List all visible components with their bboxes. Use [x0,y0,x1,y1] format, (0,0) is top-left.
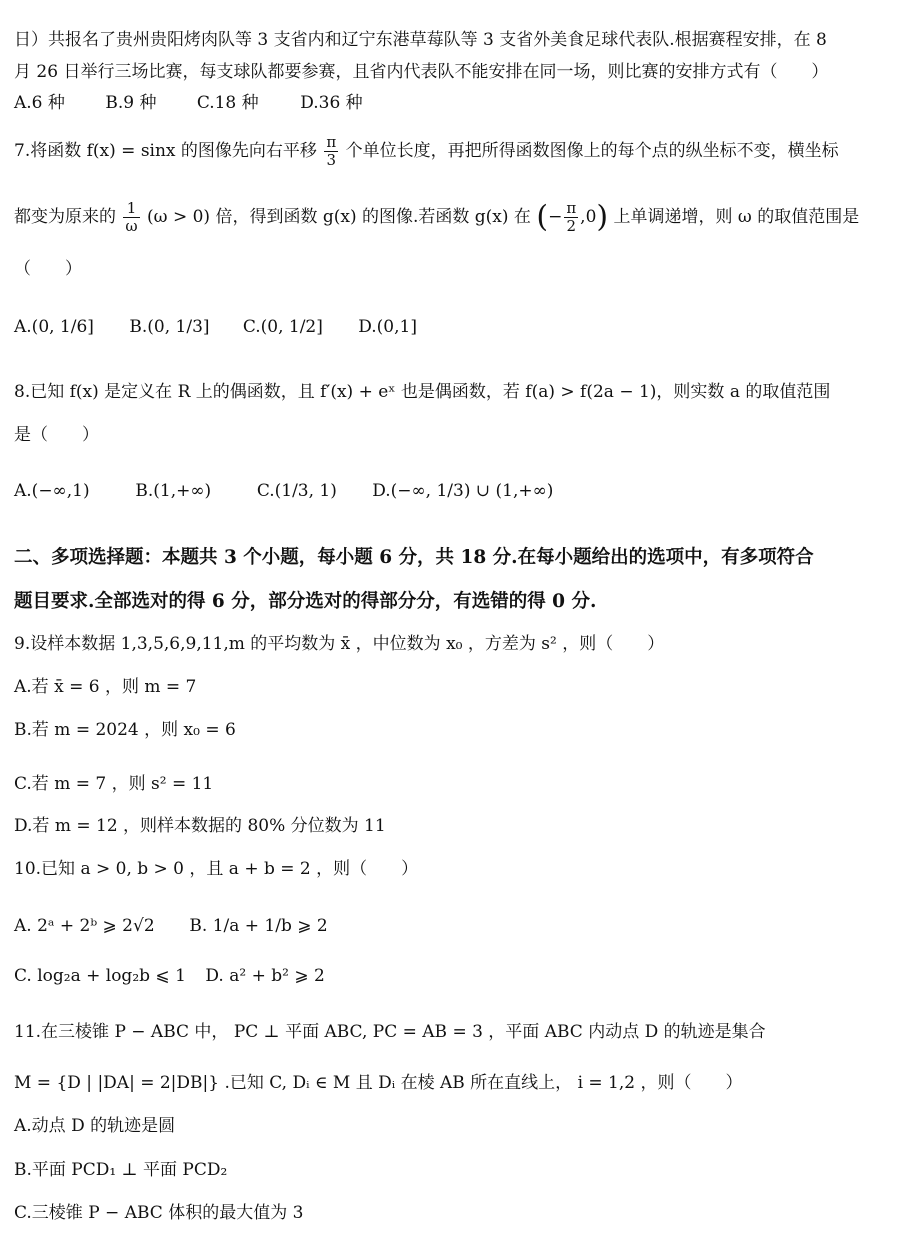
q11-line-1: 11.在三棱锥 P − ABC 中， PC ⊥ 平面 ABC, PC = AB = 3 ，平面 ABC 内动点 D 的轨迹是集合 [14,1022,766,1042]
q7-interval-fraction [564,200,578,235]
q7-line-1 [14,134,886,169]
q7-text-a: 7.将函数 f(x) = sinx 的图像先向右平移 [14,141,317,161]
q7-option-a: A.(0, 1/6] [14,317,94,337]
q7-interval-den: 2 [566,217,577,235]
q7-shift-den: 3 [326,151,337,169]
q7-option-b: B.(0, 1/3] [129,317,210,337]
q7-line-2: 都变为原来的 $\frac{1}{\omega}$ (ω > 0) 倍，得到函数 g(x) 的图像.若函数 g(x) 在 (− $\frac{\pi}{2}$ ,0) 上单调递增，则 ω 的取值范围是 [14,199,860,235]
q8-option-c: C.(1/3, 1) [256,481,337,501]
q9-option-c: C.若 m = 7 ，则 s² = 11 [14,774,214,794]
section2-heading-line-1: 二、多项选择题：本题共 3 个小题，每小题 6 分，共 18 分.在每小题给出的选项中，有多项符合 [14,547,814,568]
q6-option-d: D.36 种 [300,93,363,113]
q10-option-a: A. 2ᵃ + 2ᵇ ⩾ 2√2 [14,916,155,936]
q6-options [14,91,886,115]
q10-option-d: D. a² + b² ⩾ 2 [205,966,325,986]
q10-options-row-1 [14,914,886,938]
q11-option-b: B.平面 PCD₁ ⊥ 平面 PCD₂ [14,1160,228,1180]
q11-line-2: M = {D | |DA| = 2|DB|} .已知 C, Dᵢ ∈ M 且 Dᵢ 在棱 AB 所在直线上， i = 1,2 ，则（ ） [14,1073,743,1093]
q7-scale-den: ω [125,217,138,235]
q6-option-b: B.9 种 [105,93,157,113]
q10-option-b: B. 1/a + 1/b ⩾ 2 [189,916,328,936]
q7-options [14,315,886,339]
q8-options [14,479,886,503]
q7-text-c: 都变为原来的 [14,207,116,227]
q10-stem: 10.已知 a > 0, b > 0 ，且 a + b = 2 ，则（ ） [14,859,419,879]
q7-scale-num: 1 [123,200,139,218]
q7-open-paren: ( [536,199,549,235]
q7-text-d: (ω > 0) 倍，得到函数 g(x) 的图像.若函数 g(x) 在 [147,207,531,227]
q7-option-d: D.(0,1] [358,317,417,337]
q11-option-a: A.动点 D 的轨迹是圆 [14,1116,176,1136]
q6-option-a: A.6 种 [14,93,65,113]
q6-line-1: 日）共报名了贵州贵阳烤肉队等 3 支省内和辽宁东港草莓队等 3 支省外美食足球代表队.根据赛程安排，在 8 [14,30,827,50]
q7-interval-num: π [566,199,577,217]
q7-answer-paren: （ ） [14,259,82,279]
q7-scale-fraction [123,200,139,235]
q8-option-d: D.(−∞, 1/3) ∪ (1,+∞) [372,481,554,501]
q10-option-c: C. log₂a + log₂b ⩽ 1 [14,966,186,986]
q7-shift-fraction [324,134,338,169]
q7-text-e: 上单调递增，则 ω 的取值范围是 [613,207,860,227]
section2-heading-line-2: 题目要求.全部选对的得 6 分，部分选对的得部分分，有选错的得 0 分. [14,591,597,612]
q10-options-row-2 [14,964,886,988]
q8-option-b: B.(1,+∞) [135,481,212,501]
q7-shift-num: π [326,133,337,151]
q9-stem: 9.设样本数据 1,3,5,6,9,11,m 的平均数为 x̄ ，中位数为 x₀ ，方差为 s² ，则（ ） [14,634,665,654]
q9-option-b: B.若 m = 2024 ，则 x₀ = 6 [14,720,236,740]
q8-line-1: 8.已知 f(x) 是定义在 R 上的偶函数，且 f′(x) + eˣ 也是偶函数，若 f(a) > f(2a − 1)，则实数 a 的取值范围 [14,382,831,402]
q7-close-paren: ) [596,199,609,235]
q9-option-a: A.若 x̄ = 6 ，则 m = 7 [14,677,197,697]
q11-option-c: C.三棱锥 P − ABC 体积的最大值为 3 [14,1203,304,1223]
q6-line-2: 月 26 日举行三场比赛，每支球队都要参赛，且省内代表队不能安排在同一场，则比赛的安排方式有（ ） [14,62,829,82]
q7-text-b: 个单位长度，再把所得函数图像上的每个点的纵坐标不变，横坐标 [345,141,839,161]
q8-option-a: A.(−∞,1) [14,481,90,501]
q7-option-c: C.(0, 1/2] [242,317,323,337]
q9-option-d: D.若 m = 12 ，则样本数据的 80% 分位数为 11 [14,816,386,836]
q8-line-2: 是（ ） [14,425,99,445]
q6-option-c: C.18 种 [196,93,259,113]
